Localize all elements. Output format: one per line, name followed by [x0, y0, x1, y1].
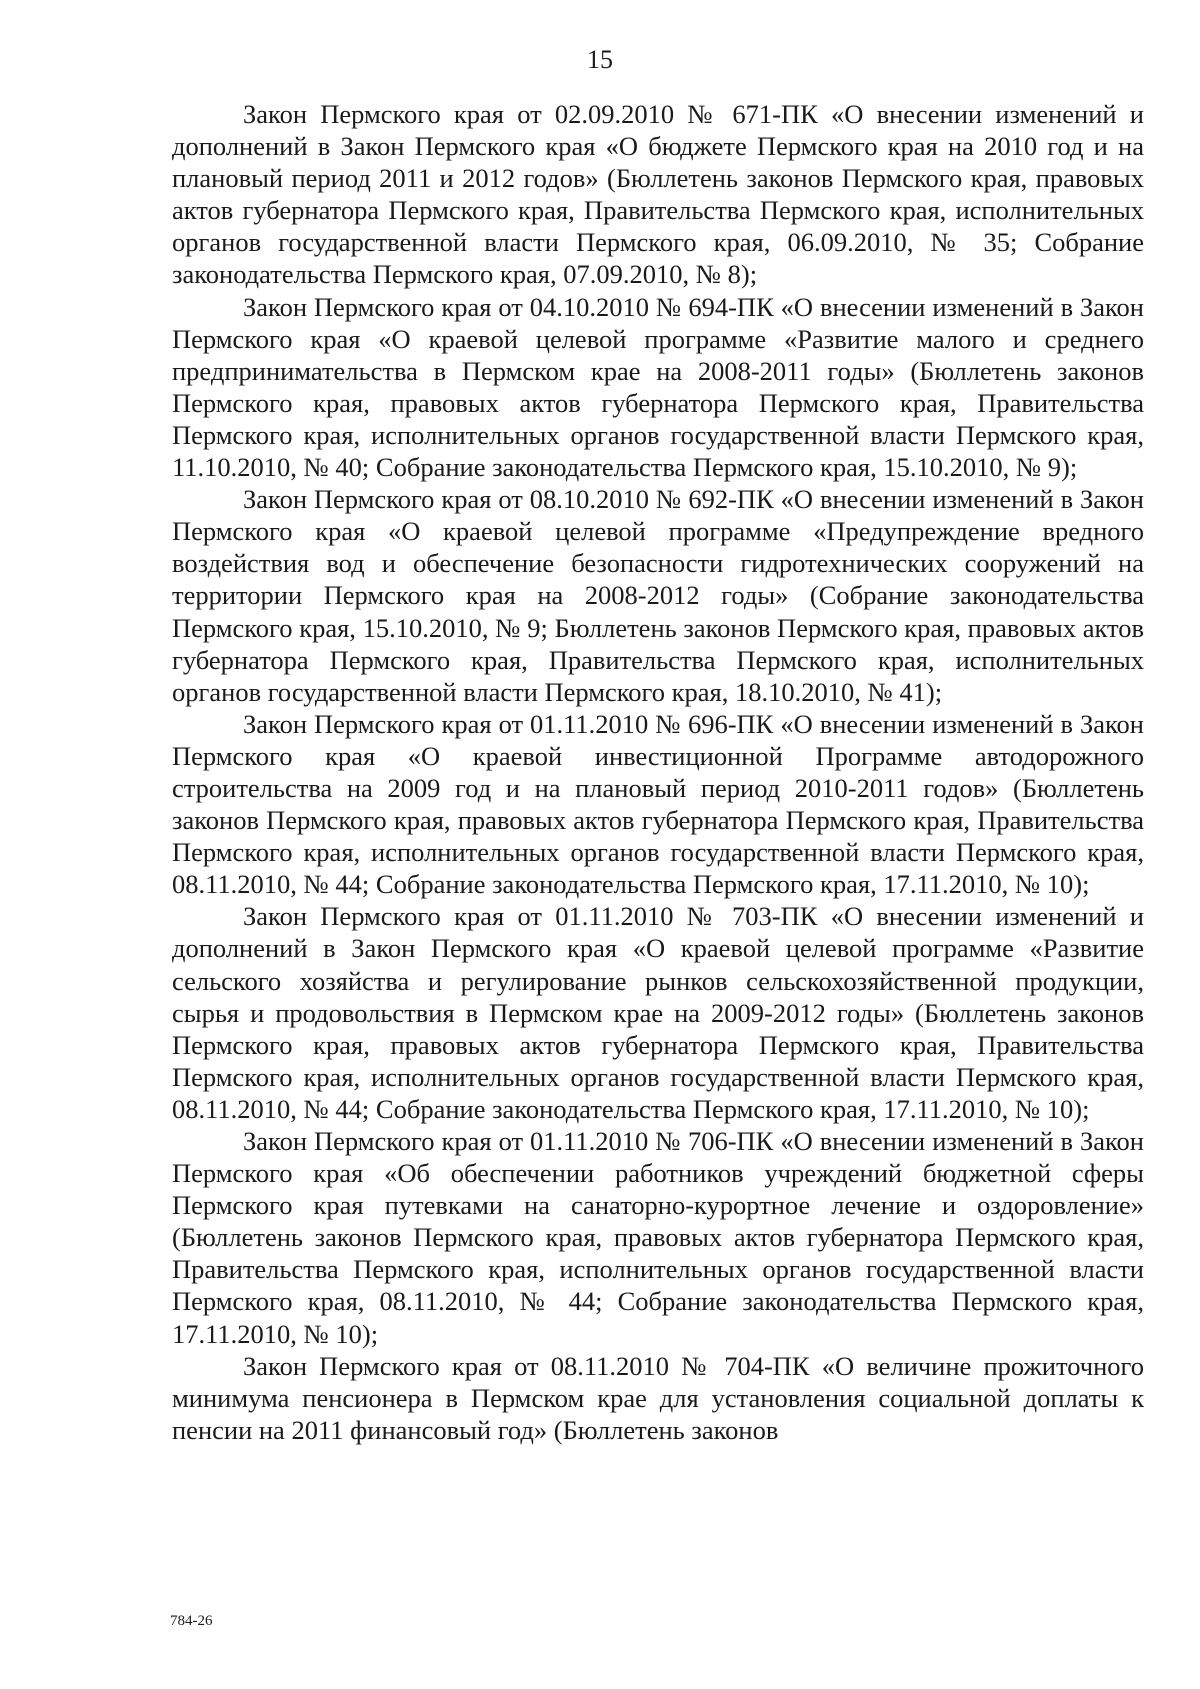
law-paragraph: Закон Пермского края от 01.11.2010 № 696-ПК «О внесении изменений в Закон Пермского края «О краевой инвестиционной Программе автодорожного строительства на 2009 год и на плановый период 2010-2011 годов» (Бюллетень законов Пермского края, правовых актов губернатора Пермского края, Правительства Пермского края, исполнительных органов государственной власти Пермского края, 08.11.2010, № 44; Собрание законодательства Пермского края, 17.11.2010, № 10);	[172, 708, 1144, 900]
document-body	[172, 98, 1144, 1446]
law-paragraph: Закон Пермского края от 04.10.2010 № 694-ПК «О внесении изменений в Закон Пермского края «О краевой целевой программе «Развитие малого и среднего предпринимательства в Пермском крае на 2008-2011 годы» (Бюллетень законов Пермского края, правовых актов губернатора Пермского края, Правительства Пермского края, исполнительных органов государственной власти Пермского края, 11.10.2010, № 40; Собрание законодательства Пермского края, 15.10.2010, № 9);	[172, 291, 1144, 483]
law-paragraph: Закон Пермского края от 01.11.2010 № 703-ПК «О внесении изменений и дополнений в Закон Пермского края «О краевой целевой программе «Развитие сельского хозяйства и регулирование рынков сельскохозяйственной продукции, сырья и продовольствия в Пермском крае на 2009-2012 годы» (Бюллетень законов Пермского края, правовых актов губернатора Пермского края, Правительства Пермского края, исполнительных органов государственной власти Пермского края, 08.11.2010, № 44; Собрание законодательства Пермского края, 17.11.2010, № 10);	[172, 901, 1144, 1124]
document-code: 784-26	[170, 1613, 213, 1629]
law-paragraph: Закон Пермского края от 08.10.2010 № 692-ПК «О внесении изменений в Закон Пермского края «О краевой целевой программе «Предупреждение вредного воздействия вод и обеспечение безопасности гидротехнических сооружений на территории Пермского края на 2008-2012 годы» (Собрание законодательства Пермского края, 15.10.2010, № 9; Бюллетень законов Пермского края, правовых актов губернатора Пермского края, Правительства Пермского края, исполнительных органов государственной власти Пермского края, 18.10.2010, № 41);	[172, 484, 1144, 707]
law-paragraph: Закон Пермского края от 01.11.2010 № 706-ПК «О внесении изменений в Закон Пермского края «Об обеспечении работников учреждений бюджетной сферы Пермского края путевками на санаторно-курортное лечение и оздоровление» (Бюллетень законов Пермского края, правовых актов губернатора Пермского края, Правительства Пермского края, исполнительных органов государственной власти Пермского края, 08.11.2010, № 44; Собрание законодательства Пермского края, 17.11.2010, № 10);	[172, 1126, 1144, 1349]
law-paragraph: Закон Пермского края от 02.09.2010 № 671-ПК «О внесении изменений и дополнений в Закон Пермского края «О бюджете Пермского края на 2010 год и на плановый период 2011 и 2012 годов» (Бюллетень законов Пермского края, правовых актов губернатора Пермского края, Правительства Пермского края, исполнительных органов государственной власти Пермского края, 06.09.2010, № 35; Собрание законодательства Пермского края, 07.09.2010, № 8);	[172, 99, 1144, 290]
law-paragraph: Закон Пермского края от 08.11.2010 № 704-ПК «О величине прожиточного минимума пенсионера в Пермском крае для установления социальной доплаты к пенсии на 2011 финансовый год» (Бюллетень законов	[172, 1350, 1144, 1445]
page-number: 15	[587, 45, 613, 74]
